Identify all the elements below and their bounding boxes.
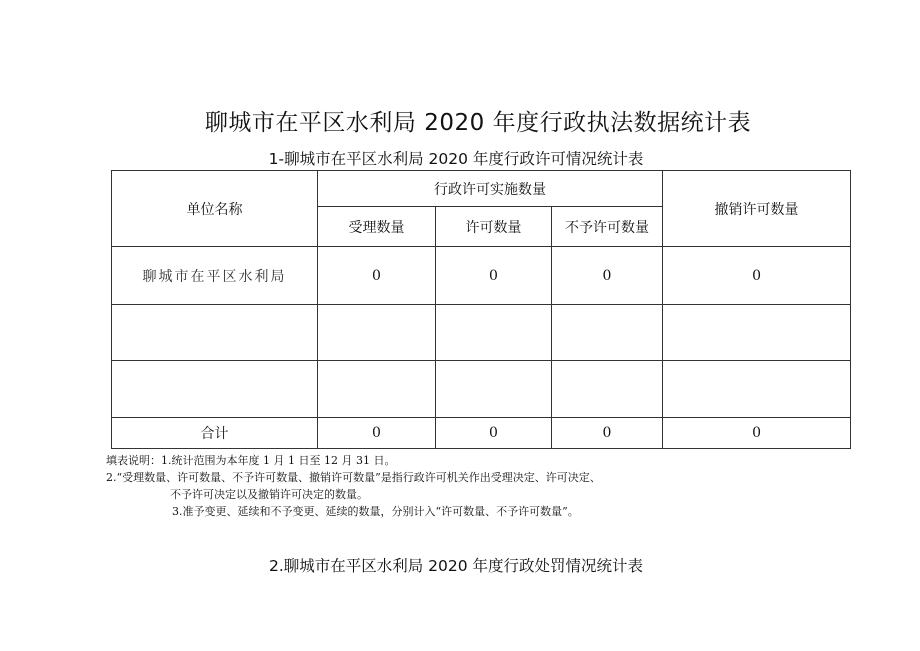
row-not-permitted [552,305,663,361]
row-not-permitted [552,361,663,418]
header-not-permitted: 不予许可数量 [552,207,663,247]
total-permitted: 0 [436,418,552,449]
table-row [112,361,851,418]
row-unit [112,361,318,418]
permit-statistics-table [111,170,851,449]
table2-title: 2.聊城市在平区水利局 2020 年度行政处罚情况统计表 [268,557,644,575]
row-accepted [318,361,436,418]
row-accepted: 0 [318,247,436,305]
header-accepted: 受理数量 [318,207,436,247]
row-unit [112,305,318,361]
row-revoked [663,305,851,361]
document-title: 聊城市在平区水利局 2020 年度行政执法数据统计表 [204,110,752,136]
header-unit-name: 单位名称 [112,171,318,247]
note-line-2: 2.“受理数量、许可数量、不予许可数量、撤销许可数量”是指行政许可机关作出受理决定、许可决定、 [106,471,601,484]
table-row [112,305,851,361]
table1-title: 1-聊城市在平区水利局 2020 年度行政许可情况统计表 [268,150,644,168]
row-unit: 聊城市在平区水利局 [112,247,318,305]
note-line-1: 填表说明：1.统计范围为本年度 1 月 1 日至 12 月 31 日。 [106,454,396,467]
row-revoked: 0 [663,247,851,305]
row-not-permitted: 0 [552,247,663,305]
fill-instructions [106,452,601,520]
total-label: 合计 [112,418,318,449]
total-accepted: 0 [318,418,436,449]
note-line-4: 3.准予变更、延续和不予变更、延续的数量，分别计入“许可数量、不予许可数量”。 [172,505,579,518]
note-line-3: 不予许可决定以及撤销许可决定的数量。 [170,488,368,501]
table-row [112,247,851,305]
header-permit-group: 行政许可实施数量 [318,171,663,207]
total-revoked: 0 [663,418,851,449]
header-permitted: 许可数量 [436,207,552,247]
total-row [112,418,851,449]
row-revoked [663,361,851,418]
row-permitted: 0 [436,247,552,305]
row-permitted [436,305,552,361]
header-row-1 [112,171,851,207]
total-not-permitted: 0 [552,418,663,449]
header-revoked: 撤销许可数量 [663,171,851,247]
row-permitted [436,361,552,418]
row-accepted [318,305,436,361]
